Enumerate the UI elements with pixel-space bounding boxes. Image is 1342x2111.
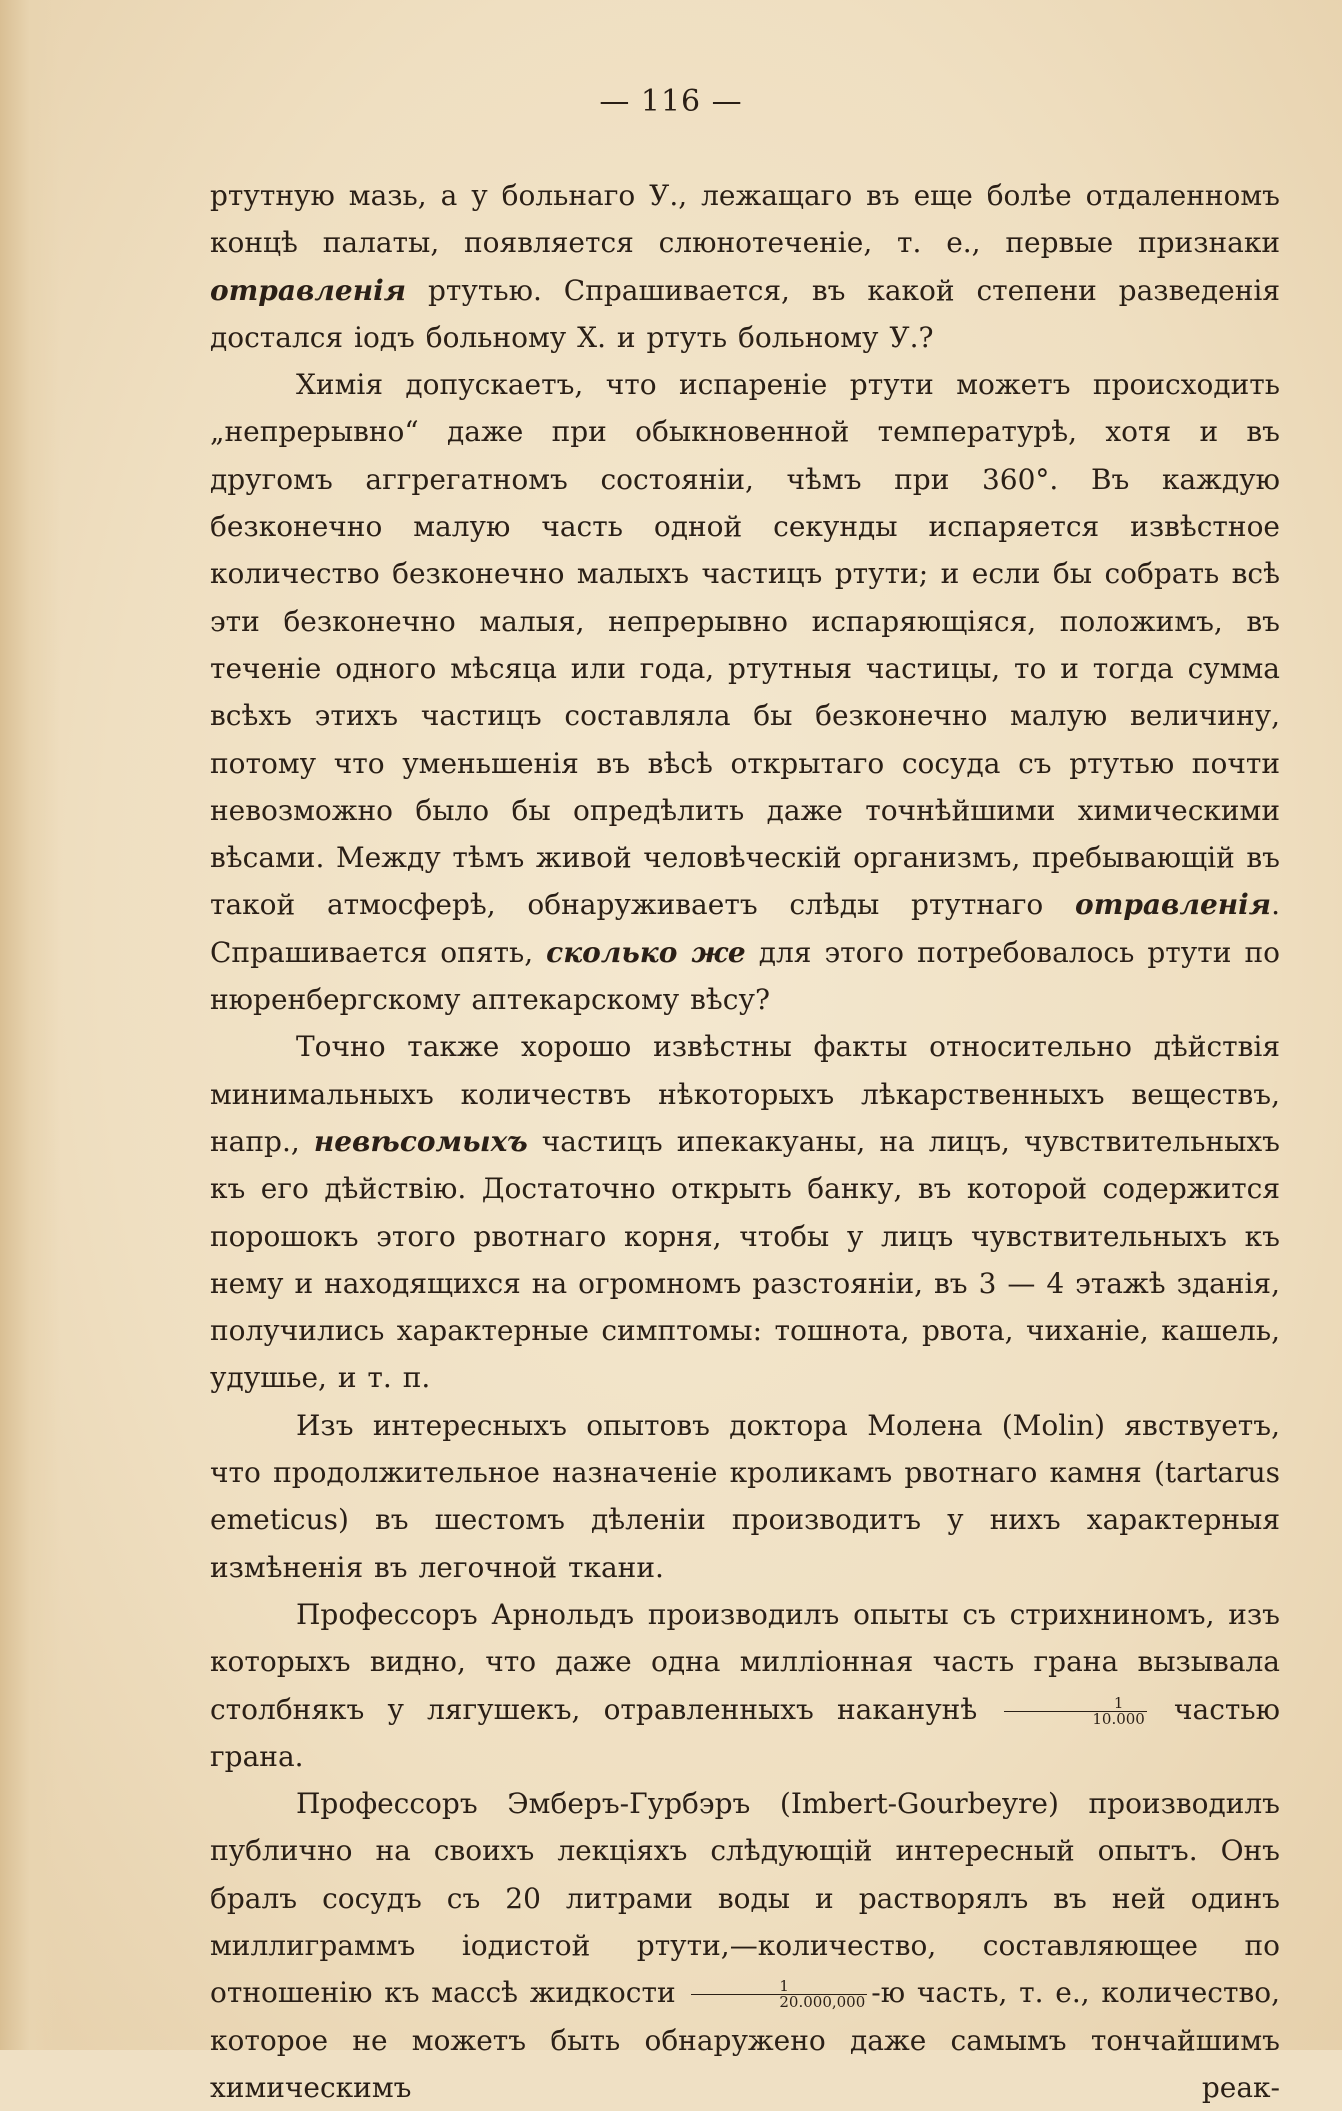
- emphasized-text: отравленія: [210, 273, 407, 307]
- text-segment: Профессоръ Эмберъ-Гурбэръ (Imbert-Gourbeyre) производилъ публично на своихъ лекціяхъ слѣдующій интересный опытъ. Онъ бралъ сосудъ съ 20 литрами воды и растворялъ въ ней одинъ миллиграммъ іодистой ртути,—количество, составляющее по отношенію къ массѣ жидкости: [210, 1787, 1280, 2010]
- paragraph-6: [210, 1780, 1280, 2111]
- paragraph-3: [210, 1023, 1280, 1401]
- text-segment: Изъ интересныхъ опытовъ доктора Молена (Molin) явствуетъ, что продолжительное назначеніе кроликамъ рвотнаго камня (tartarus emeticus) въ шестомъ дѣленіи производитъ у нихъ характерныя измѣненія въ легочной ткани.: [210, 1408, 1280, 1584]
- page-binding-shadow: [0, 0, 60, 2050]
- emphasized-text: отравленія: [1075, 888, 1272, 922]
- paragraph-1: [210, 172, 1280, 361]
- text-segment: Профессоръ Арнольдъ производилъ опыты съ стрихниномъ, изъ которыхъ видно, что даже одна милліонная часть грана вызывала столбнякъ у лягушекъ, отравленныхъ наканунѣ: [210, 1597, 1280, 1726]
- text-segment: -ю часть, т. е., количество, которое не можетъ быть обнаружено даже самымъ тончайшимъ химическимъ реак-: [210, 1976, 1280, 2104]
- emphasized-text: невѣсомыхъ: [313, 1124, 528, 1158]
- text-segment: Точно также хорошо извѣстны факты относительно дѣйствія минимальныхъ количествъ нѣкоторыхъ лѣкарственныхъ веществъ, напр.,: [210, 1030, 1280, 1158]
- text-segment: . Спрашивается опять,: [210, 888, 1280, 969]
- text-segment: ртутную мазь, а у больнаго У., лежащаго въ еще болѣе отдаленномъ концѣ палаты, появляется слюнотеченіе, т. е., первые признаки: [210, 179, 1280, 260]
- fraction: [1004, 1693, 1147, 1728]
- fraction: [691, 1979, 867, 2010]
- text-segment: частью грана.: [210, 1692, 1280, 1773]
- fraction-numerator: 1: [691, 1979, 867, 1995]
- fraction-denominator: 20.000,000: [779, 1993, 866, 2012]
- emphasized-text: сколько же: [546, 935, 746, 969]
- paragraph-2: [210, 361, 1280, 1023]
- text-segment: ртутью. Спрашивается, въ какой степени разведенія достался іодъ больному X. и ртуть больному У.?: [210, 273, 1280, 354]
- paragraph-4: [210, 1402, 1280, 1591]
- fraction-numerator: 1: [1004, 1696, 1147, 1712]
- text-segment: Химія допускаетъ, что испареніе ртути можетъ происходить „непрерывно“ даже при обыкновенной температурѣ, хотя и въ другомъ аггрегатномъ состояніи, чѣмъ при 360°. Въ каждую безконечно малую часть одной секунды испаряется извѣстное количество безконечно малыхъ частицъ ртути; и если бы собрать всѣ эти безконечно малыя, непрерывно испаряющіяся, положимъ, въ теченіе одного мѣсяца или года, ртутныя частицы, то и тогда сумма всѣхъ этихъ частицъ составляла бы безконечно малую величину, потому что уменьшенія въ вѣсѣ открытаго сосуда съ ртутью почти невозможно было бы опредѣлить даже точнѣйшими химическими вѣсами. Между тѣмъ живой человѣческій организмъ, пребывающій въ такой атмосферѣ, обнаруживаетъ слѣды ртутнаго: [210, 368, 1280, 922]
- page-number: — 116 —: [599, 84, 743, 119]
- text-segment: частицъ ипекакуаны, на лицъ, чувствительныхъ къ его дѣйствію. Достаточно открыть банку, въ которой содержится порошокъ этого рвотнаго корня, чтобы у лицъ чувствительныхъ къ нему и находящихся на огромномъ разстояніи, въ 3 — 4 этажѣ зданія, получились характерные симптомы: тошнота, рвота, чиханіе, кашель, удушье, и т. п.: [210, 1124, 1280, 1395]
- text-segment: для этого потребовалось ртути по нюренбергскому аптекарскому вѣсу?: [210, 935, 1280, 1017]
- paragraph-5: [210, 1591, 1280, 1780]
- fraction-denominator: 10.000: [1092, 1709, 1145, 1728]
- body-text: [210, 172, 1280, 2111]
